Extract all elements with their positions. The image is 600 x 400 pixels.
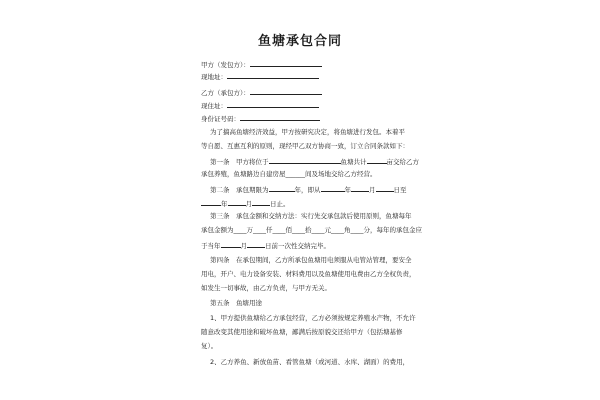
intro-line-2: 等自愿、互惠互利的原则，现经甲乙双方协商一致，订立合同条款如下： xyxy=(201,142,409,150)
article-3-text-c: 日前一次性交纳完毕。 xyxy=(265,242,330,250)
party-b-line xyxy=(201,88,322,97)
article-1-location-blank xyxy=(269,157,341,164)
article-1-line-2: 承包养殖，鱼塘路边自建房屋______间及场地交给乙方经营。 xyxy=(201,170,377,178)
article-2-text-d: 月 xyxy=(369,186,376,194)
article-2-text-f: 年 xyxy=(221,200,228,208)
article-3-line-2: 承包金额为____万____仟____佰____拾____元____角____分，每年的承包金应 xyxy=(201,226,422,234)
article-3-line-1: 第三条 承包金额和交纳方法：实行先交承包款后使用原则，鱼塘每年 xyxy=(210,212,412,220)
party-a-address-blank xyxy=(227,72,319,79)
article-2-end-month-blank xyxy=(228,199,246,206)
intro-line-1: 为了搞高鱼塘经济效益，甲方按研究决定，将鱼塘进行发包。本着平 xyxy=(210,128,405,136)
article-5-heading: 第五条 鱼塘用途 xyxy=(210,299,262,307)
article-2-line-1 xyxy=(210,185,407,194)
article-5-line-3: 复）。 xyxy=(201,342,218,350)
party-b-blank xyxy=(250,88,322,95)
id-blank xyxy=(240,114,320,121)
article-3-text-a: 于当年 xyxy=(201,242,221,250)
article-1-text-c: 亩交给乙方 xyxy=(386,158,419,166)
article-2-start-month-blank xyxy=(351,185,369,192)
party-b-address-label: 现住址： xyxy=(201,102,227,110)
article-2-text-c: 年 xyxy=(344,186,351,194)
id-line xyxy=(201,114,320,123)
article-4-line-2: 用电，开户、电力设备安装、材料费用以及鱼塘使用电费由乙方全权负责， xyxy=(201,270,416,278)
article-2-text-a: 第二条 承包期限为 xyxy=(210,186,269,194)
article-1-text-b: 鱼塘共计 xyxy=(340,158,367,166)
contract-title: 鱼塘承包合同 xyxy=(257,34,342,49)
article-5-line-4: 2、乙方养鱼、新放鱼苗、看管鱼塘（或河道、水库、湖面）的费用， xyxy=(210,358,410,366)
article-2-years-blank xyxy=(269,185,295,192)
party-b-address-blank xyxy=(227,101,319,108)
party-a-label: 甲方（发包方）： xyxy=(201,61,250,69)
party-a-address-line xyxy=(201,72,319,81)
article-3-line-3 xyxy=(201,241,330,250)
party-b-address-line xyxy=(201,101,319,110)
party-a-blank xyxy=(250,60,322,67)
article-2-start-year-blank xyxy=(321,185,345,192)
article-1-line-1 xyxy=(210,157,419,166)
article-2-text-g: 月 xyxy=(245,200,252,208)
id-label: 身份证号码： xyxy=(201,115,240,123)
article-4-line-3: 如发生一切事故，由乙方负责，与甲方无关。 xyxy=(201,284,331,292)
article-2-line-2 xyxy=(201,199,290,208)
article-2-end-year-blank xyxy=(201,199,221,206)
article-2-end-day-blank xyxy=(252,199,270,206)
party-a-line xyxy=(201,60,322,69)
article-5-line-1: 1、甲方提供鱼塘给乙方承包经营，乙方必须按规定养殖水产物，不允许 xyxy=(210,314,416,322)
article-1-area-blank xyxy=(367,157,387,164)
party-b-label: 乙方（承包方）： xyxy=(201,89,250,97)
article-2-text-b: 年，即从 xyxy=(294,186,321,194)
article-3-day-blank xyxy=(247,241,265,248)
article-2-text-e: 日至 xyxy=(393,186,407,194)
article-2-text-h: 日止。 xyxy=(270,200,290,208)
article-1-text-a: 第一条 甲方将位于 xyxy=(210,158,269,166)
article-4-line-1: 第四条 在承包期间，乙方所承包鱼塘用电须服从电管站管理，要安全 xyxy=(210,256,412,264)
article-5-line-2: 随意改变其使用途和破坏鱼塘，鄙满后按原貌交还给甲方（包括塘基修 xyxy=(201,328,403,336)
article-3-month-blank xyxy=(221,241,241,248)
article-2-start-day-blank xyxy=(376,185,394,192)
article-3-text-b: 月 xyxy=(240,242,247,250)
party-a-address-label: 现地址： xyxy=(201,73,227,81)
